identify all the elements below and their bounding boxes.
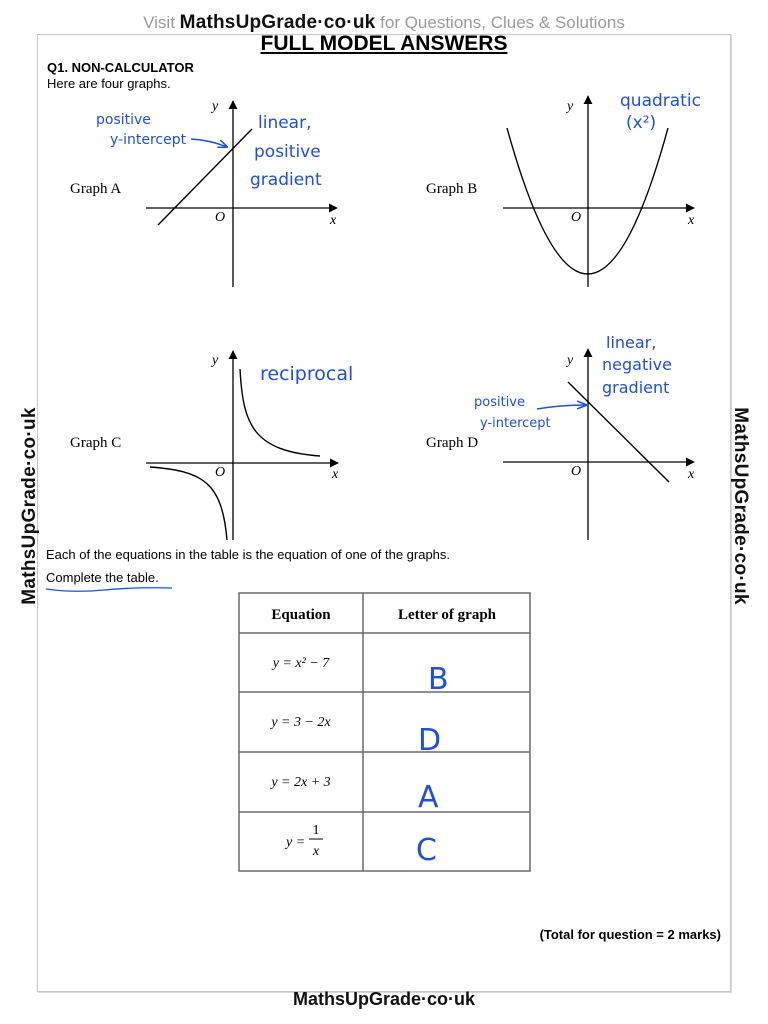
graph-a-origin: O (215, 210, 226, 225)
graph-d-line (568, 382, 669, 482)
fraction-denominator: x (312, 844, 320, 859)
fraction-lhs: y = (286, 835, 306, 850)
graph-c-label: Graph C (70, 435, 122, 451)
table-header-equation: Equation (271, 607, 331, 623)
table-letter-answer: A (418, 780, 439, 815)
graph-d-answer: linear, negative gradient (602, 333, 672, 397)
graph-d-note-arrow (537, 405, 586, 409)
table-equation: y = 2x + 3 (271, 775, 331, 790)
header-suffix: for Questions, Clues & Solutions (380, 13, 625, 32)
graph-d-label: Graph D (426, 435, 479, 451)
graph-a-note-arrow (191, 139, 227, 147)
fraction-numerator: 1 (312, 823, 320, 838)
table-equation: y = 3 − 2x (271, 715, 331, 730)
answer-table (238, 592, 531, 872)
complete-underline (44, 585, 174, 595)
graph-a-x-label: x (330, 213, 337, 228)
instructions-equations: Each of the equations in the table is the equation of one of the graphs. (46, 547, 451, 562)
graph-d-origin: O (571, 464, 582, 479)
graph-c-origin: O (215, 465, 226, 480)
instructions-complete: Complete the table. (46, 570, 159, 585)
graph-d-x-label: x (688, 467, 695, 482)
question-intro: Here are four graphs. (47, 76, 171, 91)
total-marks: (Total for question = 2 marks) (539, 927, 721, 942)
graph-b-answer: quadratic (x²) (620, 91, 701, 133)
graph-d-note: positive y-intercept (474, 395, 551, 431)
table-equation-fraction (284, 823, 323, 859)
graph-b-label: Graph B (426, 181, 478, 197)
header-brand[interactable]: MathsUpGrade·co·uk (179, 12, 376, 33)
graph-b-y-label: y (567, 99, 574, 114)
graph-d (426, 333, 695, 540)
graph-a-note: positive y-intercept (96, 112, 187, 148)
graph-c-y-label: y (212, 353, 219, 368)
graph-c (70, 351, 353, 540)
side-brand-left: MathsUpGrade·co·uk (19, 407, 40, 605)
header-prefix: Visit (143, 13, 175, 32)
table-letter-answer: C (416, 833, 437, 868)
graph-b-origin: O (571, 210, 582, 225)
graph-c-x-label: x (332, 467, 339, 482)
graph-b (426, 91, 706, 287)
footer-brand[interactable]: MathsUpGrade·co·uk (292, 989, 476, 1009)
graph-a-label: Graph A (70, 181, 122, 197)
table-letter-answer: D (418, 723, 442, 758)
table-letter-answer: B (428, 662, 449, 697)
side-brand-right: MathsUpGrade·co·uk (730, 407, 751, 605)
graph-a-answer: linear, positive gradient (250, 113, 322, 190)
graph-a-y-label: y (212, 99, 219, 114)
table-equation: y = x² − 7 (272, 656, 330, 671)
graph-a (70, 99, 337, 287)
graph-d-y-label: y (567, 353, 574, 368)
graph-b-x-label: x (688, 213, 695, 228)
question-number: Q1. NON-CALCULATOR (47, 60, 194, 75)
graph-c-answer: reciprocal (260, 363, 354, 385)
table-header-letter: Letter of graph (397, 607, 497, 623)
page-title: FULL MODEL ANSWERS (260, 32, 508, 55)
